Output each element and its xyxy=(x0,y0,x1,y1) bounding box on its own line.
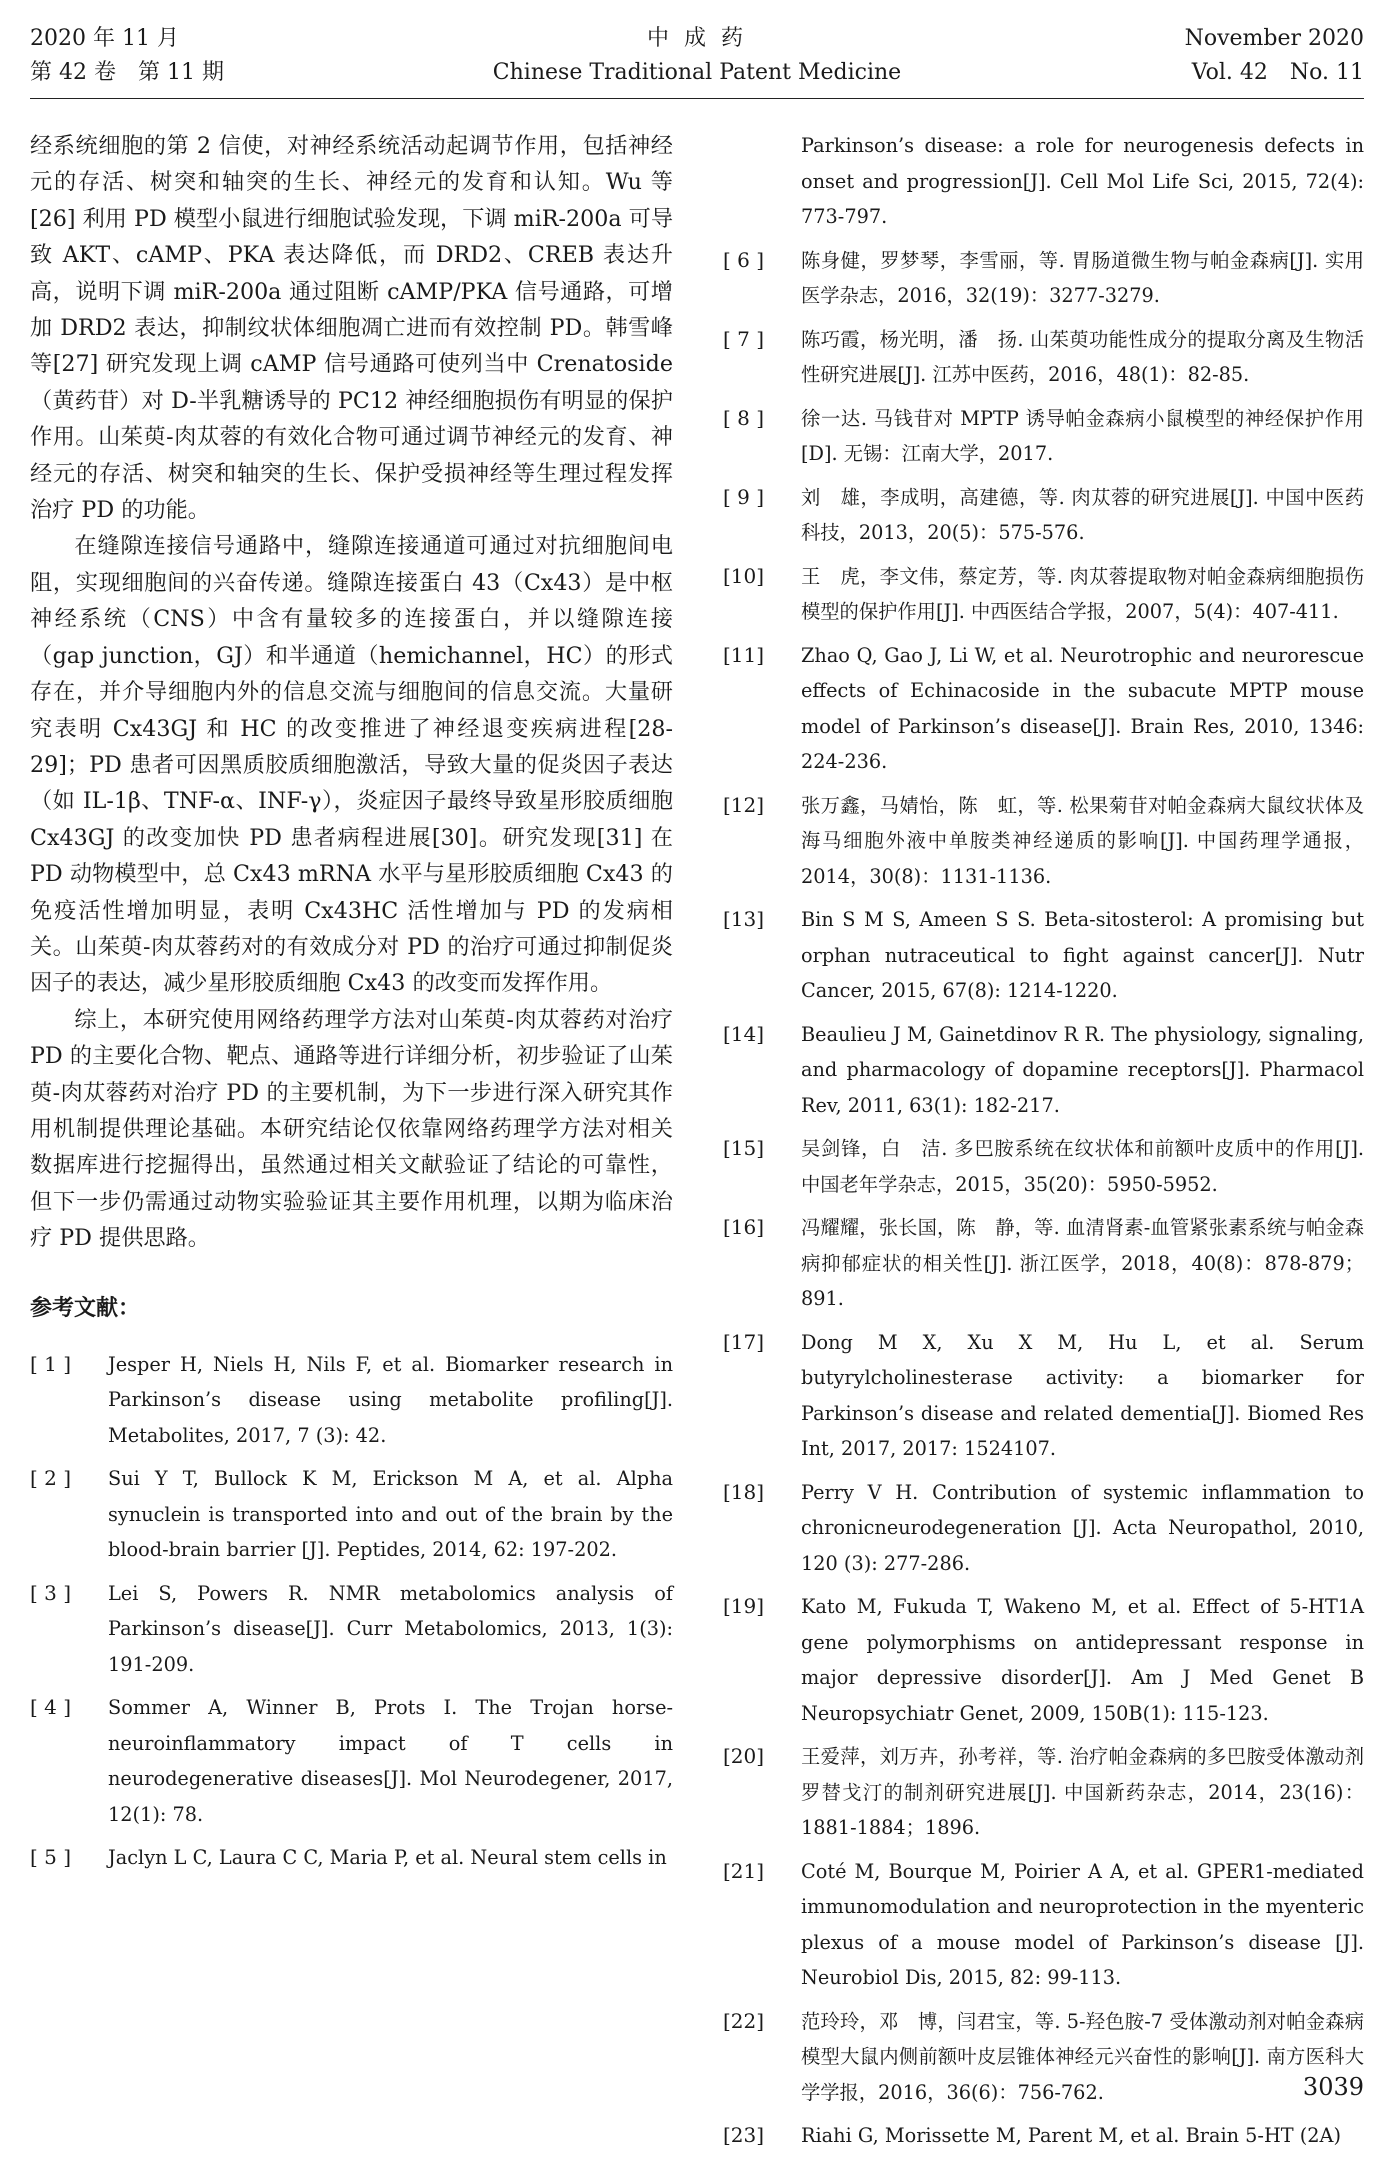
reference-number: [ 5 ] xyxy=(30,1845,72,1870)
reference-text: 冯耀耀，张长国，陈 静，等. 血清肾素-血管紧张素系统与帕金森病抑郁症状的相关性[J]. 浙江医学，2018，40(8)：878-879；891. xyxy=(801,1216,1364,1310)
reference-item xyxy=(723,1475,1364,1582)
running-header xyxy=(30,22,1364,92)
reference-text: Bin S M S, Ameen S S. Beta-sitosterol: A promising but orphan nutraceutical to fight against cancer[J]. Nutr Cancer, 2015, 67(8): 1214-1220. xyxy=(801,908,1364,1002)
reference-number: [19] xyxy=(723,1594,765,1618)
references-heading: 参考文献： xyxy=(30,1294,141,1321)
reference-text: 张万鑫，马婧怡，陈 虹，等. 松果菊苷对帕金森病大鼠纹状体及海马细胞外液中单胺类神经递质的影响[J]. 中国药理学通报，2014，30(8)：1131-1136. xyxy=(801,793,1364,888)
reference-item xyxy=(723,902,1364,1009)
reference-item xyxy=(30,1690,673,1832)
reference-text: Riahi G, Morissette M, Parent M, et al. Brain 5-HT (2A) xyxy=(801,2124,1341,2147)
reference-number: [12] xyxy=(723,792,765,817)
reference-number: [ 2 ] xyxy=(30,1466,72,1491)
reference-item xyxy=(30,1840,673,1876)
left-column xyxy=(30,128,673,1884)
page-number: 3039 xyxy=(1302,2073,1364,2101)
reference-text: Sui Y T, Bullock K M, Erickson M A, et al. Alpha synuclein is transported into and out of the brain by the blood-brain barrier [J]. Peptides, 2014, 62: 197-202. xyxy=(108,1467,673,1562)
reference-text: Zhao Q, Gao J, Li W, et al. Neurotrophic and neurorescue effects of Echinacoside in the subacute MPTP mouse model of Parkinson’s disease[J]. Brain Res, 2010, 1346: 224-236. xyxy=(801,643,1364,773)
right-column xyxy=(723,128,1364,2162)
header-date: 2020 年 11 月 xyxy=(30,26,179,51)
reference-text: Beaulieu J M, Gainetdinov R R. The physiology, signaling, and pharmacology of dopamine receptors[J]. Pharmacol Rev, 2011, 63(1): 182-217. xyxy=(801,1022,1364,1117)
reference-number: [ 7 ] xyxy=(723,326,765,351)
reference-item xyxy=(723,1854,1364,1996)
reference-item xyxy=(723,1131,1364,1202)
reference-item xyxy=(723,1325,1364,1467)
reference-item xyxy=(723,128,1364,235)
reference-item xyxy=(30,1347,673,1454)
body-paragraph: 在缝隙连接信号通路中，缝隙连接通道可通过对抗细胞间电阻，实现细胞间的兴奋传递。缝隙连接蛋白 43（Cx43）是中枢神经系统（CNS）中含有量较多的连接蛋白，并以缝隙连接（gap junction，GJ）和半通道（hemichannel，HC）的形式存在，并介导细胞内外的信息交流与细胞间的信息交流。大量研究表明 Cx43GJ 和 HC 的改变推进了神经退变疾病进程[28-29]；PD 患者可因黑质胶质细胞激活，导致大量的促炎因子表达（如 IL-1β、TNF-α、INF-γ），炎症因子最终导致星形胶质细胞 Cx43GJ 的改变加快 PD 患者病程进展[30]。研究发现[31] 在 PD 动物模型中，总 Cx43 mRNA 水平与星形胶质细胞 Cx43 的免疫活性增加明显，表明 Cx43HC 活性增加与 PD 的发病相关。山茱萸-肉苁蓉药对的有效成分对 PD 的治疗可通过抑制促炎因子的表达，减少星形胶质细胞 Cx43 的改变而发挥作用。 xyxy=(30,533,673,997)
reference-number: [15] xyxy=(723,1136,765,1160)
reference-text: Lei S, Powers R. NMR metabolomics analysis of Parkinson’s disease[J]. Curr Metabolomics, 2013, 1(3): 191-209. xyxy=(108,1581,673,1676)
reference-text: 王爱萍，刘万卉，孙考祥，等. 治疗帕金森病的多巴胺受体激动剂罗替戈汀的制剂研究进展[J]. 中国新药杂志，2014，23(16)：1881-1884；1896. xyxy=(801,1745,1364,1839)
reference-text: 吴剑锋，白 洁. 多巴胺系统在纹状体和前额叶皮质中的作用[J]. 中国老年学杂志，2015，35(20)：5950-5952. xyxy=(801,1137,1364,1196)
reference-text: 陈巧霞，杨光明，潘 扬. 山茱萸功能性成分的提取分离及生物活性研究进展[J]. 江苏中医药，2016，48(1)：82-85. xyxy=(801,327,1364,386)
reference-number: [23] xyxy=(723,2123,765,2147)
reference-text: 陈身健，罗梦琴，李雪丽，等. 胃肠道微生物与帕金森病[J]. 实用医学杂志，2016，32(19)：3277-3279. xyxy=(801,248,1364,307)
header-right xyxy=(1185,22,1364,90)
reference-text: 范玲玲，邓 博，闫君宝，等. 5-羟色胺-7 受体激动剂对帕金森病模型大鼠内侧前额叶皮层锥体神经元兴奋性的影响[J]. 南方医科大学学报，2016，36(6)：756-762. xyxy=(801,2009,1364,2104)
reference-number: [21] xyxy=(723,1858,765,1883)
reference-item xyxy=(723,1017,1364,1124)
reference-number: [11] xyxy=(723,642,765,667)
reference-item xyxy=(723,2004,1364,2111)
reference-number: [18] xyxy=(723,1479,765,1504)
reference-number: [13] xyxy=(723,907,765,931)
reference-number: [14] xyxy=(723,1021,765,1046)
header-center xyxy=(30,22,1364,90)
reference-text: 徐一达. 马钱苷对 MPTP 诱导帕金森病小鼠模型的神经保护作用[D]. 无锡：江南大学，2017. xyxy=(801,406,1364,465)
reference-text: 刘 雄，李成明，高建德，等. 肉苁蓉的研究进展[J]. 中国中医药科技，2013，20(5)：575-576. xyxy=(801,485,1364,544)
reference-text: Kato M, Fukuda T, Wakeno M, et al. Effect of 5-HT1A gene polymorphisms on antidepressant response in major depressive disorder[J]. Am J Med Genet B Neuropsychiatr Genet, 2009, 150B(1): 115-123. xyxy=(801,1595,1364,1725)
reference-item xyxy=(723,401,1364,472)
reference-number: [ 4 ] xyxy=(30,1695,72,1720)
reference-item xyxy=(723,480,1364,551)
reference-item xyxy=(30,1576,673,1683)
reference-list-left xyxy=(30,1347,673,1876)
reference-item xyxy=(723,559,1364,630)
reference-item xyxy=(723,2118,1364,2154)
reference-text: Dong M X, Xu X M, Hu L, et al. Serum butyrylcholinesterase activity: a biomarker for Parkinson’s disease and related dementia[J]. Biomed Res Int, 2017, 2017: 1524107. xyxy=(801,1330,1364,1460)
reference-number: [ 1 ] xyxy=(30,1351,72,1376)
header-month-en: November 2020 xyxy=(1184,26,1364,51)
reference-number: [ 8 ] xyxy=(723,405,765,430)
reference-number: [ 3 ] xyxy=(30,1580,72,1605)
reference-item xyxy=(723,1210,1364,1317)
reference-text: 王 虎，李文伟，蔡定芳，等. 肉苁蓉提取物对帕金森病细胞损伤模型的保护作用[J]. 中西医结合学报，2007，5(4)：407-411. xyxy=(801,564,1364,623)
reference-text: Sommer A, Winner B, Prots I. The Trojan horse-neuroinflammatory impact of T cells in neurodegenerative diseases[J]. Mol Neurodegener, 2017, 12(1): 78. xyxy=(108,1696,673,1826)
reference-number: [10] xyxy=(723,563,765,588)
reference-text: Jesper H, Niels H, Nils F, et al. Biomarker research in Parkinson’s disease using metabolite profiling[J]. Metabolites, 2017, 7 (3): 42. xyxy=(108,1352,673,1447)
reference-item xyxy=(723,788,1364,895)
journal-title-en: Chinese Traditional Patent Medicine xyxy=(492,60,902,85)
reference-text: Parkinson’s disease: a role for neurogenesis defects in onset and progression[J]. Cell Mol Life Sci, 2015, 72(4): 773-797. xyxy=(801,134,1364,228)
body-paragraph: 综上，本研究使用网络药理学方法对山茱萸-肉苁蓉药对治疗 PD 的主要化合物、靶点、通路等进行详细分析，初步验证了山茱萸-肉苁蓉药对治疗 PD 的主要机制，为下一步进行深入研究其作用机制提供理论基础。本研究结论仅依靠网络药理学方法对相关数据库进行挖掘得出，虽然通过相关文献验证了结论的可靠性，但下一步仍需通过动物实验验证其主要作用机理，以期为临床治疗 PD 提供思路。 xyxy=(30,1006,673,1252)
reference-item xyxy=(30,1461,673,1568)
reference-item xyxy=(723,1589,1364,1731)
reference-text: Perry V H. Contribution of systemic inflammation to chronicneurodegeneration [J]. Acta Neuropathol, 2010, 120 (3): 277-286. xyxy=(801,1480,1364,1575)
journal-title-cn: 中 成 药 xyxy=(647,26,747,51)
reference-item xyxy=(723,322,1364,393)
reference-item xyxy=(723,1739,1364,1846)
reference-number: [16] xyxy=(723,1215,765,1239)
header-volume-en: Vol. 42 No. 11 xyxy=(1191,60,1364,85)
header-volume-cn: 第 42 卷 第 11 期 xyxy=(30,60,224,85)
reference-number: [20] xyxy=(723,1744,765,1768)
reference-item xyxy=(723,638,1364,780)
body-paragraph: 经系统细胞的第 2 信使，对神经系统活动起调节作用，包括神经元的存活、树突和轴突的生长、神经元的发育和认知。Wu 等[26] 利用 PD 模型小鼠进行细胞试验发现，下调 miR-200a 可导致 AKT、cAMP、PKA 表达降低，而 DRD2、CREB 表达升高，说明下调 miR-200a 通过阻断 cAMP/PKA 信号通路，可增加 DRD2 表达，抑制纹状体细胞凋亡进而有效控制 PD。韩雪峰等[27] 研究发现上调 cAMP 信号通路可使列当中 Crenatoside（黄药苷）对 D-半乳糖诱导的 PC12 神经细胞损伤有明显的保护作用。山茱萸-肉苁蓉的有效化合物可通过调节神经元的发育、神经元的存活、树突和轴突的生长、保护受损神经等生理过程发挥治疗 PD 的功能。 xyxy=(30,133,674,524)
reference-list-right xyxy=(723,128,1364,2154)
reference-item xyxy=(723,243,1364,314)
reference-text: Jaclyn L C, Laura C C, Maria P, et al. Neural stem cells in xyxy=(108,1846,667,1870)
header-rule xyxy=(30,98,1364,99)
reference-number: [ 9 ] xyxy=(723,484,765,509)
reference-number: [ 6 ] xyxy=(723,247,765,272)
reference-number: [17] xyxy=(723,1329,765,1354)
reference-text: Coté M, Bourque M, Poirier A A, et al. GPER1-mediated immunomodulation and neuroprotection in the myenteric plexus of a mouse model of Parkinson’s disease [J]. Neurobiol Dis, 2015, 82: 99-113. xyxy=(801,1859,1364,1989)
reference-number: [22] xyxy=(723,2008,765,2033)
